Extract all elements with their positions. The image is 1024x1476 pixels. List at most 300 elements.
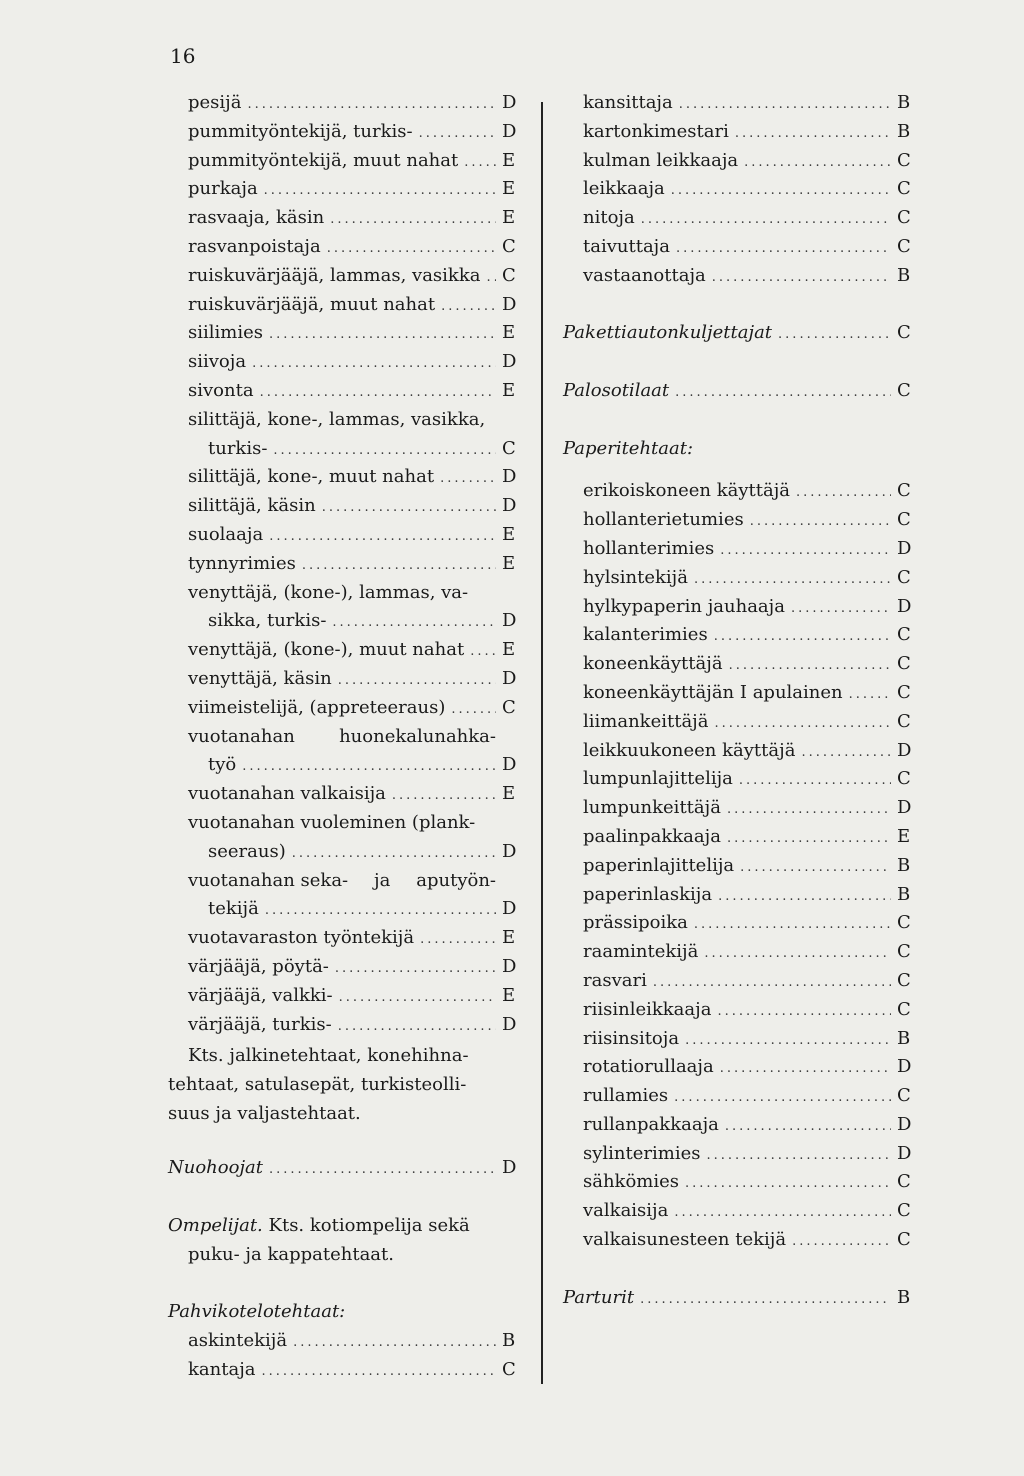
entry-grade: E	[502, 322, 516, 344]
leader-dots	[718, 889, 891, 904]
leader-dots	[729, 658, 891, 673]
leader-dots	[694, 572, 891, 587]
entry-group	[188, 639, 518, 725]
entry-row	[188, 178, 518, 207]
entry-row	[583, 1143, 913, 1172]
entry-grade: D	[502, 92, 517, 113]
entry-row	[583, 1171, 913, 1200]
entry-grade: D	[502, 898, 517, 920]
entry-row	[188, 207, 518, 236]
entry-row	[583, 1056, 913, 1085]
leader-dots	[676, 241, 891, 256]
entry-grade: C	[897, 566, 911, 588]
entry-row	[188, 294, 518, 323]
entry-term: prässipoika	[583, 912, 688, 934]
entry-grade: D	[502, 351, 517, 373]
leader-dots	[674, 1205, 891, 1220]
entry-row	[188, 265, 518, 294]
leader-dots	[685, 1176, 891, 1191]
entry-term: viimeistelijä, (appreteeraus)	[188, 696, 446, 718]
leader-dots	[451, 702, 496, 717]
entry-row	[188, 466, 518, 495]
leader-dots	[675, 385, 891, 400]
leader-dots	[262, 1364, 496, 1379]
leader-dots	[717, 1004, 891, 1019]
cross-reference-line: Kts. kotiompelija sekä	[268, 1215, 470, 1237]
entry-row	[188, 1244, 518, 1273]
leader-dots	[685, 1033, 891, 1048]
leader-dots	[247, 97, 496, 112]
leader-dots	[265, 903, 496, 918]
entry-term: leikkaaja	[583, 178, 665, 200]
entry-grade: D	[897, 595, 912, 617]
entry-row	[583, 740, 913, 769]
entry-term: taivuttaja	[583, 235, 670, 257]
leader-dots	[335, 961, 496, 976]
entry-grade: E	[502, 178, 516, 200]
entry-row	[583, 768, 913, 797]
entry-row	[583, 538, 913, 567]
entry-grade: C	[502, 1359, 516, 1381]
column-divider	[541, 102, 543, 1384]
entry-row	[188, 726, 518, 755]
leader-dots	[671, 183, 891, 198]
entry-grade: D	[502, 610, 517, 632]
leader-dots	[778, 327, 891, 342]
entry-grade: D	[502, 120, 517, 142]
leader-dots	[486, 270, 496, 285]
entry-grade: C	[897, 998, 911, 1020]
entry-row	[583, 970, 913, 999]
entry-term: värjääjä, valkki-	[188, 984, 333, 1006]
leader-dots	[441, 299, 496, 314]
entry-term: erikoiskoneen käyttäjä	[583, 480, 791, 502]
entry-row	[188, 380, 518, 409]
entry-grade: C	[897, 710, 911, 732]
entry-row	[188, 1359, 518, 1388]
entry-grade: C	[897, 1200, 911, 1222]
entry-term: rasvanpoistaja	[188, 235, 321, 257]
leader-dots	[792, 1234, 891, 1249]
leader-dots	[338, 1019, 496, 1034]
entry-grade: E	[502, 207, 516, 229]
entry-term: ruiskuvärjääjä, muut nahat	[188, 293, 436, 315]
entry-grade: D	[502, 840, 517, 862]
entry-row	[188, 438, 518, 467]
leader-dots	[740, 860, 891, 875]
leader-dots	[750, 514, 891, 529]
leader-dots	[264, 183, 496, 198]
leader-dots	[679, 97, 891, 112]
entry-term: riisinsitoja	[583, 1027, 680, 1049]
entry-term: kalanterimies	[583, 624, 708, 646]
leader-dots	[706, 1148, 891, 1163]
entry-row	[583, 480, 913, 509]
entry-row	[188, 985, 518, 1014]
entry-grade: E	[502, 927, 516, 949]
leader-dots	[715, 716, 892, 731]
entry-grade: C	[897, 322, 911, 344]
leader-dots	[242, 759, 496, 774]
leader-dots	[744, 155, 891, 170]
entry-row	[188, 553, 518, 582]
entry-row	[188, 841, 518, 870]
entry-row	[188, 783, 518, 812]
entry-row	[583, 236, 913, 265]
entry-grade: E	[897, 825, 911, 847]
leader-dots	[260, 385, 496, 400]
entry-grade: D	[502, 754, 517, 776]
leader-dots	[739, 773, 891, 788]
entry-term: riisinleikkaaja	[583, 998, 712, 1020]
entry-row	[583, 884, 913, 913]
entry-term: raamintekijä	[583, 941, 699, 963]
entry-grade: E	[502, 379, 516, 401]
entry-term: seeraus)	[208, 840, 286, 862]
section-heading-row	[563, 1287, 913, 1316]
entry-group	[188, 927, 518, 1042]
entry-term: hylkypaperin jauhaaja	[583, 595, 785, 617]
entry-term: purkaja	[188, 178, 258, 200]
entry-term: suolaaja	[188, 523, 264, 545]
entry-grade: D	[502, 1157, 517, 1179]
entry-grade: B	[897, 883, 911, 905]
leader-dots	[849, 687, 891, 702]
entry-row	[188, 409, 518, 438]
entry-grade: C	[502, 264, 516, 286]
leader-dots	[470, 644, 496, 659]
leader-dots	[796, 485, 891, 500]
entry-grade: C	[897, 1085, 911, 1107]
entry-term: pummityöntekijä, muut nahat	[188, 149, 459, 171]
entry-term: paperinlaskija	[583, 883, 713, 905]
leader-dots	[735, 126, 891, 141]
entry-term: kansittaja	[583, 92, 673, 113]
entry-term: ja	[374, 869, 391, 891]
entry-term: koneenkäyttäjä	[583, 653, 723, 675]
entry-row	[188, 582, 518, 611]
entry-grade: C	[897, 681, 911, 703]
entry-grade: E	[502, 984, 516, 1006]
entry-row	[583, 1229, 913, 1258]
leader-dots	[269, 529, 496, 544]
leader-dots	[727, 802, 891, 817]
entry-grade: C	[502, 696, 516, 718]
entry-row	[188, 898, 518, 927]
entry-grade: C	[897, 379, 911, 401]
entry-grade: B	[897, 92, 911, 113]
entry-row	[583, 567, 913, 596]
entry-grade: D	[502, 495, 517, 517]
entry-row	[583, 596, 913, 625]
entry-row	[583, 941, 913, 970]
entry-term: askintekijä	[188, 1330, 288, 1352]
entry-grade: C	[502, 437, 516, 459]
section-heading: Pahvikotelotehtaat:	[168, 1301, 346, 1323]
entry-group	[188, 1330, 518, 1388]
entry-group	[188, 92, 518, 409]
entry-row	[188, 639, 518, 668]
entry-grade: B	[897, 1027, 911, 1049]
entry-grade: C	[897, 624, 911, 646]
entry-term: paperinlajittelija	[583, 854, 735, 876]
entry-grade: C	[897, 235, 911, 257]
entry-row	[583, 797, 913, 826]
entry-grade: E	[502, 552, 516, 574]
entry-term: kantaja	[188, 1359, 256, 1381]
leader-dots	[292, 846, 496, 861]
entry-term: vastaanottaja	[583, 264, 706, 286]
entry-row	[188, 927, 518, 956]
entry-row	[583, 826, 913, 855]
section-heading: Parturit	[563, 1286, 635, 1308]
entry-term: huonekalunahka-	[339, 725, 496, 747]
entry-grade: C	[897, 969, 911, 991]
entry-term: siivoja	[188, 351, 247, 373]
entry-row	[583, 1114, 913, 1143]
entry-grade: B	[897, 1286, 911, 1308]
left-column	[168, 92, 518, 1388]
leader-dots	[712, 270, 891, 285]
section-heading: Ompelijat.	[168, 1215, 263, 1237]
entry-term: valkaisija	[583, 1200, 669, 1222]
entry-term: hylsintekijä	[583, 566, 688, 588]
entry-row	[583, 624, 913, 653]
entry-term: aputyön-	[416, 869, 496, 891]
entry-group	[563, 480, 913, 1258]
leader-dots	[269, 1162, 496, 1177]
entry-row	[583, 178, 913, 207]
entry-row	[188, 812, 518, 841]
entry-row	[583, 1085, 913, 1114]
entry-row	[583, 121, 913, 150]
cross-reference-line: puku- ja kappatehtaat.	[188, 1243, 394, 1265]
entry-term: hollanterietumies	[583, 509, 744, 531]
entry-row	[583, 855, 913, 884]
entry-row	[188, 92, 518, 121]
entry-term: kartonkimestari	[583, 120, 729, 142]
entry-term: sylinterimies	[583, 1142, 701, 1164]
leader-dots	[720, 543, 891, 558]
section-heading: Nuohoojat	[168, 1157, 263, 1179]
entry-row	[583, 1028, 913, 1057]
entry-term: vuotavaraston työntekijä	[188, 927, 415, 949]
entry-term: sikka, turkis-	[208, 610, 327, 632]
entry-term: rasvari	[583, 969, 647, 991]
entry-row	[188, 236, 518, 265]
entry-term: vuotanahan vuoleminen (plank-	[188, 811, 476, 833]
leader-dots	[791, 601, 891, 616]
entry-grade: B	[897, 120, 911, 142]
entry-term: leikkuukoneen käyttäjä	[583, 739, 796, 761]
entry-term: liimankeittäjä	[583, 710, 709, 732]
right-column	[563, 92, 913, 1315]
leader-dots	[339, 990, 496, 1005]
entry-term: venyttäjä, (kone-), lammas, va-	[188, 581, 469, 603]
entry-row	[583, 509, 913, 538]
section-heading-row	[168, 1215, 518, 1244]
entry-row	[188, 524, 518, 553]
entry-term: rotatiorullaaja	[583, 1056, 714, 1078]
leader-dots	[338, 673, 496, 688]
leader-dots	[273, 443, 496, 458]
entry-row	[188, 495, 518, 524]
entry-row	[188, 121, 518, 150]
leader-dots	[694, 917, 891, 932]
entry-grade: D	[897, 537, 912, 559]
section-heading-row	[563, 322, 913, 351]
entry-term: vuotanahan	[188, 725, 295, 747]
entry-row	[188, 1330, 518, 1359]
entry-row	[583, 150, 913, 179]
entry-grade: E	[502, 523, 516, 545]
entry-row	[583, 265, 913, 294]
entry-term: turkis-	[208, 437, 268, 459]
leader-dots	[714, 629, 891, 644]
cross-reference-line: suus ja valjastehtaat.	[168, 1102, 361, 1124]
entry-term: tynnyrimies	[188, 552, 296, 574]
leader-dots	[293, 1335, 496, 1350]
entry-term: hollanterimies	[583, 537, 715, 559]
entry-term: sähkömies	[583, 1171, 680, 1193]
cross-reference-line: tehtaat, satulasepät, turkisteolli-	[168, 1074, 467, 1096]
leader-dots	[640, 1292, 891, 1307]
section-heading-row	[563, 380, 913, 409]
leader-dots	[674, 1090, 891, 1105]
section-heading: Pakettiautonkuljettajat	[563, 322, 773, 344]
leader-dots	[322, 500, 496, 515]
leader-dots	[440, 471, 496, 486]
entry-term: lumpunlajittelija	[583, 768, 733, 790]
leader-dots	[327, 241, 496, 256]
section-heading-row	[168, 1301, 518, 1330]
entry-row	[188, 956, 518, 985]
page-number: 16	[170, 44, 196, 68]
entry-grade: C	[897, 480, 911, 502]
entry-term: rullanpakkaaja	[583, 1113, 719, 1135]
entry-grade: D	[897, 739, 912, 761]
entry-grade: D	[897, 797, 912, 819]
entry-grade: D	[897, 1056, 912, 1078]
entry-row	[583, 653, 913, 682]
entry-row	[188, 697, 518, 726]
leader-dots	[720, 1061, 891, 1076]
leader-dots	[641, 212, 891, 227]
entry-grade: B	[502, 1330, 516, 1352]
entry-term: työ	[208, 754, 237, 776]
leader-dots	[252, 356, 496, 371]
entry-term: venyttäjä, (kone-), muut nahat	[188, 639, 465, 661]
entry-grade: C	[897, 768, 911, 790]
leader-dots	[801, 745, 891, 760]
entry-row	[188, 351, 518, 380]
leader-dots	[704, 946, 891, 961]
entry-term: värjääjä, pöytä-	[188, 955, 329, 977]
leader-dots	[302, 558, 496, 573]
entry-row	[188, 754, 518, 783]
entry-grade: D	[502, 667, 517, 689]
entry-term: kulman leikkaaja	[583, 149, 739, 171]
entry-row	[188, 322, 518, 351]
section-heading-row	[563, 438, 913, 467]
entry-term: silittäjä, kone-, lammas, vasikka,	[188, 408, 486, 430]
leader-dots	[330, 212, 496, 227]
entry-term: venyttäjä, käsin	[188, 667, 332, 689]
entry-group	[188, 466, 518, 581]
entry-term: siilimies	[188, 322, 263, 344]
leader-dots	[419, 126, 496, 141]
entry-term: paalinpakkaaja	[583, 825, 721, 847]
leader-dots	[464, 155, 496, 170]
entry-term: pummityöntekijä, turkis-	[188, 120, 413, 142]
leader-dots	[653, 975, 891, 990]
entry-term: värjääjä, turkis-	[188, 1013, 332, 1035]
entry-grade: E	[502, 149, 516, 171]
entry-grade: D	[502, 293, 517, 315]
entry-term: nitoja	[583, 207, 635, 229]
entry-grade: E	[502, 783, 516, 805]
entry-term: rasvaaja, käsin	[188, 207, 325, 229]
entry-term: vuotanahan seka-	[188, 869, 349, 891]
entry-grade: E	[502, 639, 516, 661]
entry-grade: C	[897, 941, 911, 963]
entry-row	[188, 870, 518, 899]
leader-dots	[332, 615, 496, 630]
entry-row	[583, 912, 913, 941]
entry-grade: C	[897, 509, 911, 531]
section-heading: Palosotilaat	[563, 379, 670, 401]
section-heading: Paperitehtaat:	[563, 437, 694, 459]
entry-row	[188, 610, 518, 639]
entry-term: ruiskuvärjääjä, lammas, vasikka	[188, 264, 481, 286]
entry-grade: D	[897, 1142, 912, 1164]
entry-grade: C	[897, 1171, 911, 1193]
entry-term: valkaisunesteen tekijä	[583, 1229, 787, 1251]
entry-row	[583, 711, 913, 740]
entry-grade: C	[502, 235, 516, 257]
entry-row	[583, 999, 913, 1028]
entry-grade: B	[897, 264, 911, 286]
entry-term: pesijä	[188, 92, 242, 113]
entry-row	[188, 1014, 518, 1043]
entry-grade: D	[502, 955, 517, 977]
entry-grade: C	[897, 178, 911, 200]
entry-row	[583, 207, 913, 236]
entry-row	[188, 150, 518, 179]
entry-grade: B	[897, 854, 911, 876]
entry-grade: C	[897, 149, 911, 171]
entry-row	[583, 1200, 913, 1229]
entry-grade: C	[897, 1229, 911, 1251]
entry-term: koneenkäyttäjän I apulainen	[583, 681, 843, 703]
leader-dots	[392, 788, 496, 803]
entry-row	[583, 92, 913, 121]
leader-dots	[269, 327, 496, 342]
entry-term: rullamies	[583, 1085, 669, 1107]
entry-grade: D	[897, 1113, 912, 1135]
entry-row	[583, 682, 913, 711]
entry-term: sivonta	[188, 379, 254, 401]
entry-term: silittäjä, käsin	[188, 495, 316, 517]
section-heading-row	[168, 1157, 518, 1186]
cross-reference-line: Kts. jalkinetehtaat, konehihna-	[188, 1045, 469, 1067]
leader-dots	[727, 831, 891, 846]
entry-term: lumpunkeittäjä	[583, 797, 721, 819]
entry-grade: C	[897, 912, 911, 934]
leader-dots	[725, 1119, 891, 1134]
entry-grade: C	[897, 207, 911, 229]
entry-grade: C	[897, 653, 911, 675]
